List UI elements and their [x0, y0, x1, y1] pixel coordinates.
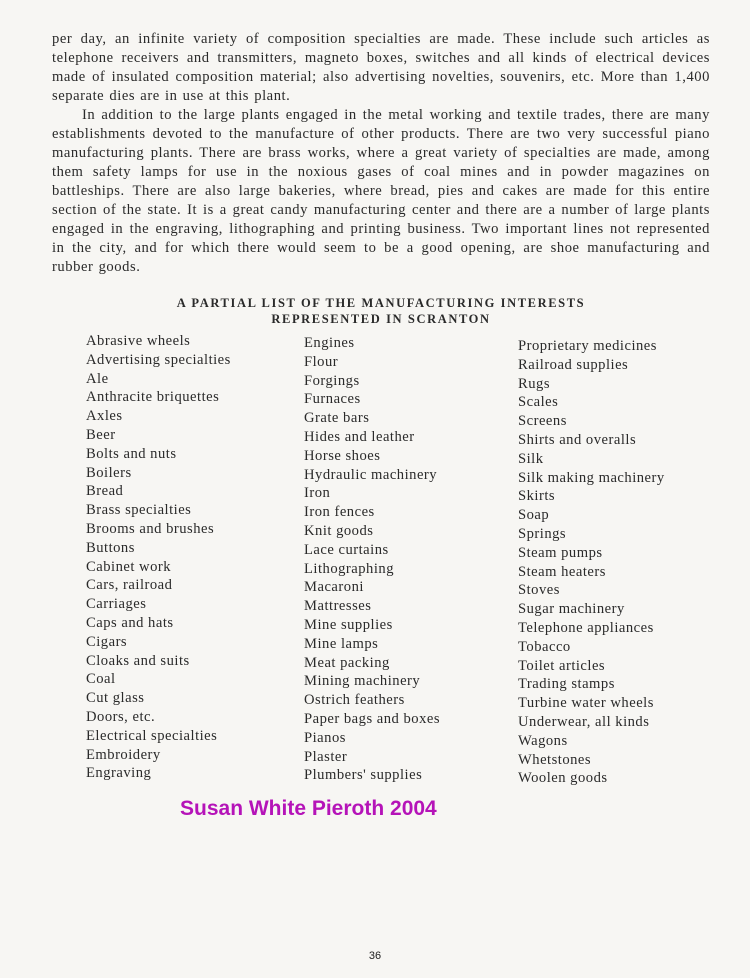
- list-item: Brass specialties: [86, 502, 192, 519]
- list-item: Soap: [518, 507, 550, 524]
- list-item: Cigars: [86, 633, 128, 650]
- list-item: Skirts: [518, 488, 556, 505]
- list-item: Iron fences: [304, 504, 375, 521]
- list-item: Cut glass: [86, 690, 145, 707]
- list-item: Ostrich feathers: [304, 692, 405, 709]
- list-item: Horse shoes: [304, 447, 381, 464]
- list-item: Cloaks and suits: [86, 652, 190, 669]
- list-item: Stoves: [518, 582, 560, 599]
- manufacturing-list-column-2: [304, 334, 504, 785]
- list-item: Plaster: [304, 748, 348, 765]
- list-item: Engines: [304, 335, 355, 351]
- list-item: Screens: [518, 413, 567, 430]
- list-item: Pianos: [304, 729, 346, 746]
- list-item: Axles: [86, 408, 123, 425]
- list-item: Mattresses: [304, 598, 372, 615]
- list-item: Embroidery: [86, 746, 161, 763]
- list-item: Trading stamps: [518, 676, 615, 693]
- list-heading: [52, 295, 710, 327]
- list-item: Springs: [518, 525, 567, 542]
- list-item: Hydraulic machinery: [304, 466, 438, 483]
- list-item: Scales: [518, 394, 559, 411]
- list-item: Brooms and brushes: [86, 520, 215, 537]
- paragraph-composition-specialties: per day, an infinite variety of composition specialties are made. These include such articles as telephone receivers and transmitters, magneto boxes, switches and all kinds of electrical devices made of insulated composition material; also advertising novelties, souvenirs, etc. More than 1,400 separate dies are in use at this plant.: [52, 31, 710, 104]
- list-item: Silk making machinery: [518, 469, 665, 486]
- list-heading-line-1: A PARTIAL LIST OF THE MANUFACTURING INTERESTS: [176, 296, 586, 310]
- list-item: Advertising specialties: [86, 351, 231, 368]
- list-item: Telephone appliances: [518, 619, 654, 636]
- list-item: Carriages: [86, 596, 147, 613]
- list-item: Caps and hats: [86, 614, 174, 631]
- list-item: Grate bars: [304, 410, 370, 427]
- list-item: Electrical specialties: [86, 727, 218, 744]
- list-item: Knit goods: [304, 522, 374, 539]
- list-item: Beer: [86, 426, 116, 443]
- list-item: Mining machinery: [304, 673, 421, 690]
- list-item: Turbine water wheels: [518, 695, 654, 712]
- list-item: Plumbers' supplies: [304, 767, 423, 784]
- list-item: Wagons: [518, 732, 568, 749]
- list-item: Woolen goods: [518, 770, 608, 787]
- list-item: Lithographing: [304, 560, 394, 577]
- list-item: Silk: [518, 450, 544, 467]
- list-item: Meat packing: [304, 654, 390, 671]
- list-item: Doors, etc.: [86, 708, 156, 725]
- list-item: Bolts and nuts: [86, 445, 177, 462]
- manufacturing-list-column-1: [86, 332, 286, 783]
- list-item: Underwear, all kinds: [518, 713, 650, 730]
- list-item: Paper bags and boxes: [304, 710, 441, 727]
- list-item: Anthracite briquettes: [86, 389, 220, 406]
- list-item: Forgings: [304, 372, 360, 389]
- list-item: Cars, railroad: [86, 577, 173, 594]
- list-item: Rugs: [518, 375, 551, 392]
- list-item: Boilers: [86, 464, 132, 481]
- list-item: Engraving: [86, 765, 152, 782]
- watermark-signature: Susan White Pieroth 2004: [180, 797, 437, 820]
- list-item: Flour: [304, 353, 339, 370]
- list-item: Mine supplies: [304, 616, 393, 633]
- list-item: Macaroni: [304, 579, 364, 596]
- list-item: Steam heaters: [518, 563, 606, 580]
- list-item: Proprietary medicines: [518, 338, 657, 354]
- list-item: Iron: [304, 485, 331, 502]
- list-item: Shirts and overalls: [518, 431, 637, 448]
- list-item: Abrasive wheels: [86, 333, 191, 349]
- list-item: Cabinet work: [86, 558, 172, 575]
- paragraph-other-industries: In addition to the large plants engaged in the metal working and textile trades, there are many establishments devoted to the manufacture of other products. There are two very successful piano manufacturing plants. There are brass works, where a great variety of specialties are made, among them safety lamps for use in the noxious gases of coal mines and in powder magazines on battleships. There are also large bakeries, where bread, pies and cakes are made for this entire section of the state. It is a great candy manufacturing center and there are a number of large plants engaged in the engraving, lithographing and printing business. Two important lines not represented in the city, and for which there would seem to be a good opening, are shoe manufacturing and rubber goods.: [52, 107, 710, 275]
- list-item: Bread: [86, 483, 124, 500]
- list-item: Hides and leather: [304, 428, 415, 445]
- list-item: Lace curtains: [304, 541, 389, 558]
- list-item: Railroad supplies: [518, 356, 629, 373]
- list-item: Coal: [86, 671, 116, 688]
- list-item: Ale: [86, 370, 109, 387]
- list-item: Furnaces: [304, 391, 361, 408]
- list-item: Whetstones: [518, 751, 592, 768]
- list-item: Buttons: [86, 539, 135, 556]
- list-item: Tobacco: [518, 638, 571, 655]
- list-item: Mine lamps: [304, 635, 379, 652]
- manufacturing-list-column-3: [518, 337, 718, 788]
- list-item: Toilet articles: [518, 657, 606, 674]
- list-heading-line-2: REPRESENTED IN SCRANTON: [271, 312, 491, 326]
- page-number: 36: [368, 950, 382, 962]
- list-item: Steam pumps: [518, 544, 603, 561]
- list-item: Sugar machinery: [518, 601, 625, 618]
